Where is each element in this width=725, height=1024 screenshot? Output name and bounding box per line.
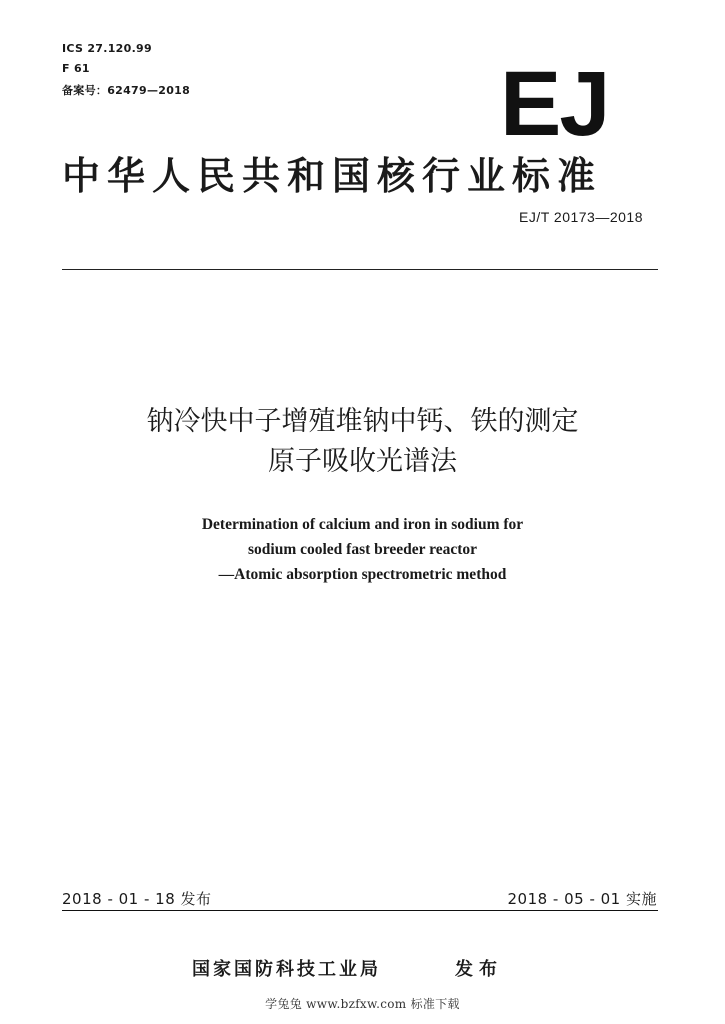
english-title-line-1: Determination of calcium and iron in sodium for bbox=[201, 516, 524, 533]
implementation-date: 2018 - 05 - 01 实施 bbox=[507, 890, 657, 908]
english-title-line-2: sodium cooled fast breeder reactor bbox=[247, 541, 477, 558]
chinese-title bbox=[0, 402, 725, 482]
standard-title: 中华人民共和国核行业标准 bbox=[62, 154, 603, 198]
classification-code: F 61 bbox=[62, 62, 90, 75]
publisher-name: 国家国防科技工业局 bbox=[192, 959, 381, 980]
bottom-divider bbox=[62, 910, 658, 911]
chinese-title-line-2: 原子吸收光谱法 bbox=[268, 446, 457, 477]
issue-date: 2018 - 01 - 18 发布 bbox=[62, 890, 212, 908]
english-title bbox=[0, 512, 725, 587]
standard-code: EJ/T 20173—2018 bbox=[519, 209, 643, 225]
record-number: 备案号：62479—2018 bbox=[62, 84, 191, 97]
ics-code: ICS 27.120.99 bbox=[62, 42, 152, 55]
english-title-line-3: —Atomic absorption spectrometric method bbox=[218, 566, 507, 583]
watermark-text: 学兔兔 www.bzfxw.com 标准下载 bbox=[265, 997, 460, 1011]
top-divider bbox=[62, 269, 658, 270]
ej-logo: EJ bbox=[500, 53, 609, 155]
chinese-title-line-1: 钠冷快中子增殖堆钠中钙、铁的测定 bbox=[146, 406, 579, 437]
publish-label: 发布 bbox=[455, 959, 503, 980]
